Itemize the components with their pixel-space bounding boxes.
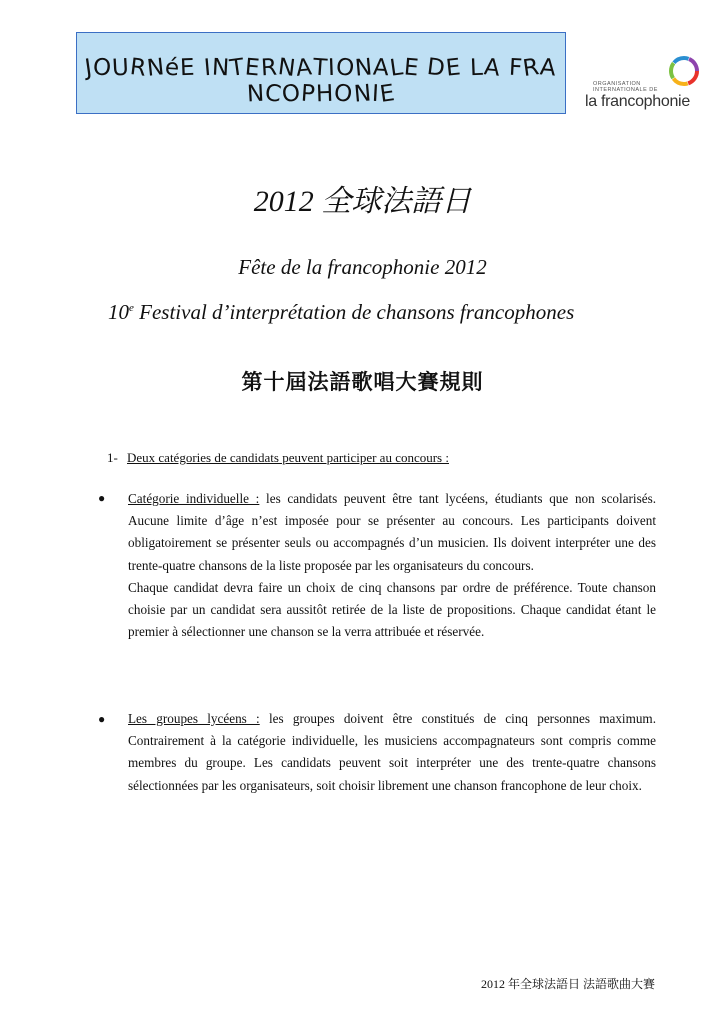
- banner-title: JOURNéE INTERNATIONALE DE LA FRANCOPHONIE: [83, 53, 558, 108]
- section-number: 1-: [107, 450, 118, 465]
- rainbow-ring-icon: [667, 54, 701, 88]
- rules-title-chinese: 第十屆法語歌唱大賽規則: [241, 370, 484, 394]
- groupes-text: les groupes doivent être constitués de cinq personnes maximum. Contrairement à la catégorie individuelle, les musiciens accompagnateurs sont compris comme membres du groupe. Les candidats peuvent soit interpréter une des trente-quatre chansons sélectionnées par les organisateurs, soit choisir librement une chanson francophone de leur choix.: [128, 711, 656, 793]
- page-title: 2012 全球法語日: [253, 185, 472, 218]
- categorie-text-choix: Chaque candidat devra faire un choix de cinq chansons par ordre de préférence. Toute chanson choisie par un candidat sera aussitôt retirée de la liste de propositions. Chaque candidat étant le premier à sélectionner une chanson se la verra attribuée et réservée.: [128, 579, 656, 640]
- subtitle-fete: Fête de la francophonie 2012: [238, 255, 487, 279]
- groupes-lyceens-paragraph: [128, 708, 656, 797]
- festival-number: 10: [108, 300, 129, 324]
- categorie-label: Catégorie individuelle :: [128, 491, 260, 506]
- logo-caption-line1: ORGANISATION: [593, 81, 641, 87]
- header-banner: [76, 32, 566, 114]
- festival-ordinal: e: [129, 302, 134, 314]
- logo-caption: [593, 81, 658, 93]
- section-heading: [107, 450, 449, 466]
- page-footer: 2012 年全球法語日 法語歌曲大賽: [480, 977, 655, 991]
- groupes-label: Les groupes lycéens :: [128, 711, 260, 726]
- bullet-icon: ●: [98, 491, 106, 505]
- logo-caption-line2: INTERNATIONALE DE: [593, 87, 658, 93]
- categorie-text: les candidats peuvent être tant lycéens, étudiants que non scolarisés. Aucune limite d’âge n’est imposée pour se présenter au concours. Les participants doivent obligatoirement se présenter seuls ou accompagnés d’un musicien. Ils doivent interpréter une des trente-quatre chansons de la liste proposée par les organisateurs du concours.: [128, 491, 656, 573]
- francophonie-logo: [585, 54, 705, 120]
- subtitle-festival: [108, 300, 574, 325]
- categorie-individuelle-paragraph: [128, 488, 656, 643]
- logo-wordmark: la francophonie: [585, 93, 690, 110]
- section-heading-text: Deux catégories de candidats peuvent participer au concours :: [127, 450, 449, 465]
- bullet-icon: ●: [98, 712, 106, 726]
- festival-name: Festival d’interprétation de chansons francophones: [133, 300, 575, 324]
